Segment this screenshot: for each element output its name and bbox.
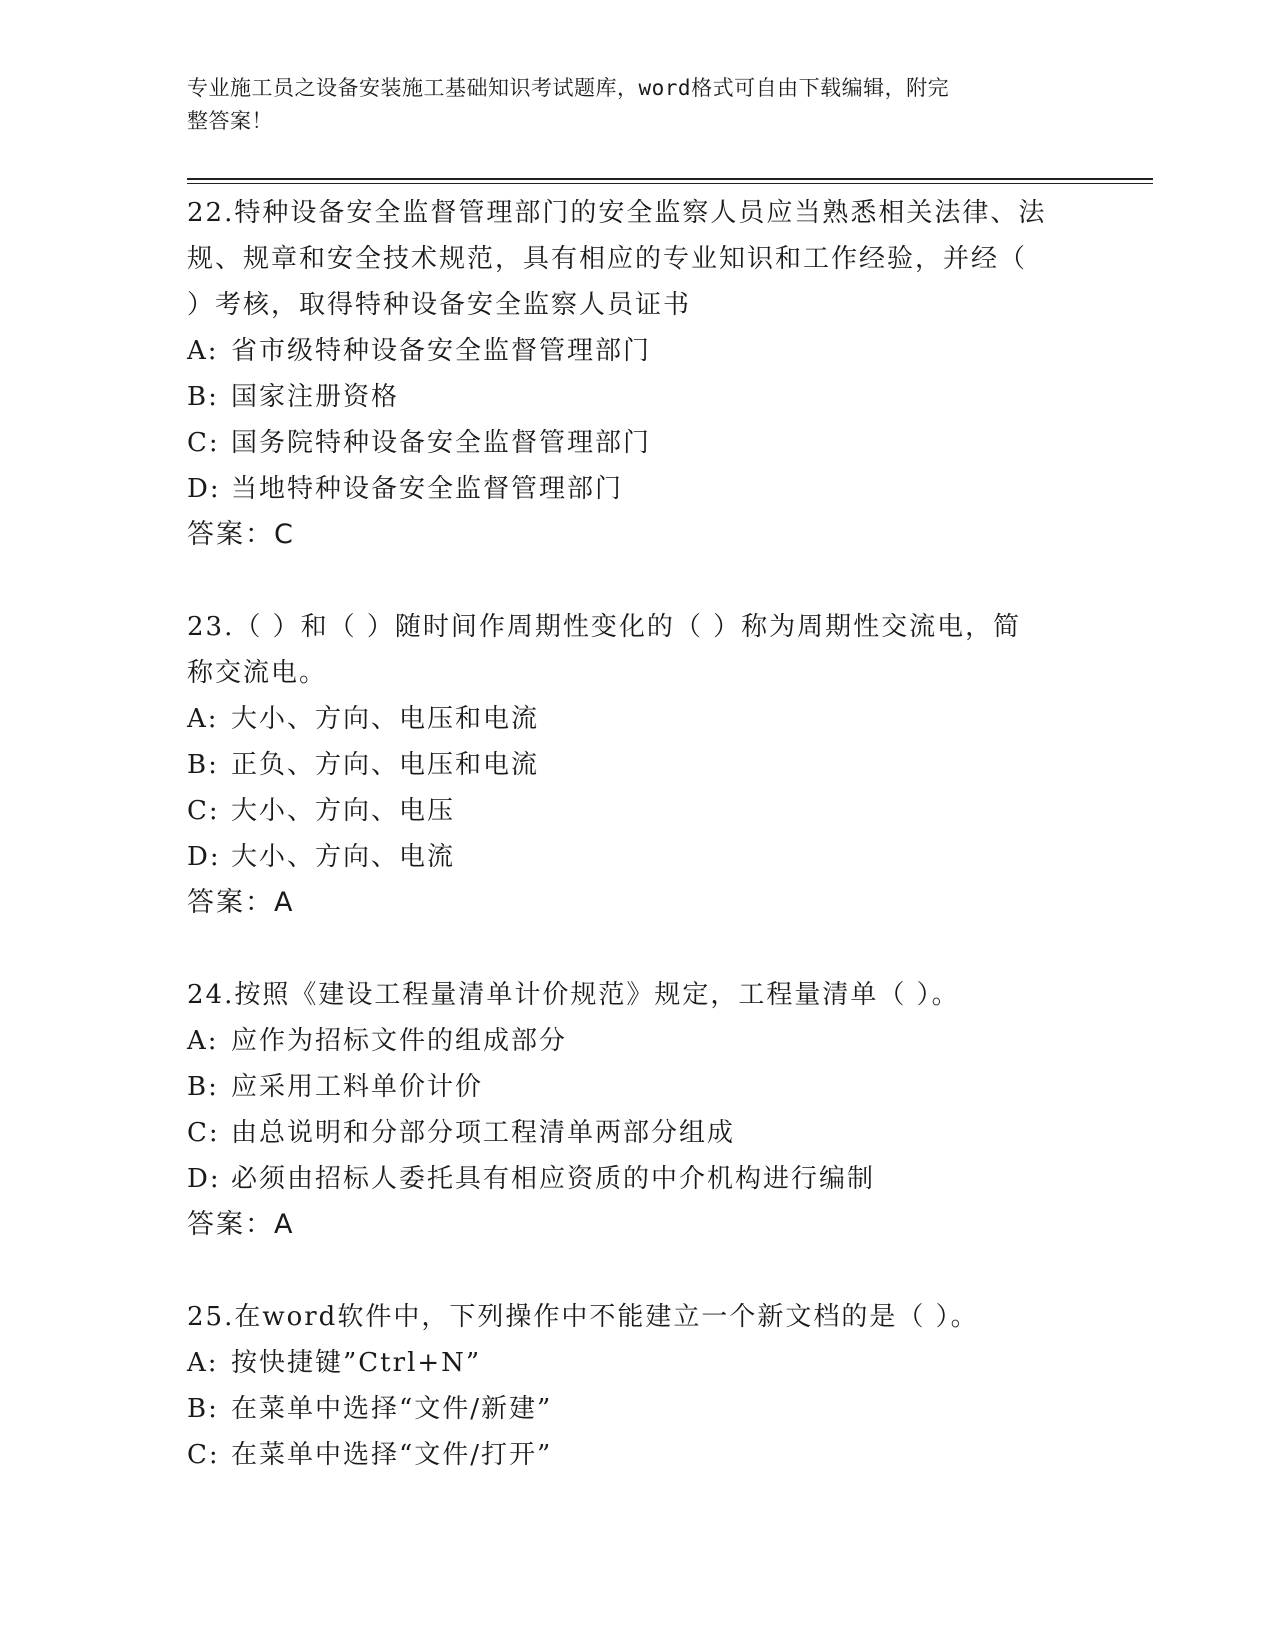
header-divider-thick [187, 178, 1153, 180]
option-text: 应作为招标文件的组成部分 [231, 1026, 568, 1056]
question-25 [187, 1294, 1087, 1478]
option-a [187, 696, 1087, 742]
option-key: C: [187, 796, 220, 826]
option-text: 国务院特种设备安全监督管理部门 [231, 428, 652, 458]
option-key: A: [187, 704, 219, 734]
option-a [187, 328, 1087, 374]
question-stem-line: 称交流电。 [187, 658, 328, 688]
question-24 [187, 972, 1087, 1248]
option-text: 省市级特种设备安全监督管理部门 [231, 336, 652, 366]
option-text: 大小、方向、电压和电流 [231, 704, 540, 734]
option-key: C: [187, 428, 220, 458]
question-stem-line: 23.（ ）和（ ）随时间作周期性变化的（ ）称为周期性交流电，简 [187, 612, 1022, 642]
option-a [187, 1340, 1087, 1386]
answer-line: 答案：A [187, 887, 295, 918]
question-stem-line: 24.按照《建设工程量清单计价规范》规定，工程量清单（ ）。 [187, 980, 960, 1010]
option-b [187, 1064, 1087, 1110]
option-d [187, 466, 1087, 512]
option-text: 正负、方向、电压和电流 [231, 750, 540, 780]
option-key: B: [187, 750, 219, 780]
question-list [187, 190, 1087, 1478]
document-header [187, 72, 1087, 138]
option-b [187, 374, 1087, 420]
header-title-line-2: 整答案！ [187, 109, 273, 133]
option-key: D: [187, 474, 221, 504]
question-stem-line: 25.在word软件中，下列操作中不能建立一个新文档的是（ ）。 [187, 1302, 979, 1332]
option-text: 按快捷键”Ctrl+N” [231, 1348, 482, 1378]
option-key: B: [187, 1394, 219, 1424]
option-d [187, 834, 1087, 880]
option-c [187, 1110, 1087, 1156]
question-stem-line: 22.特种设备安全监督管理部门的安全监察人员应当熟悉相关法律、法 [187, 198, 1047, 228]
option-a [187, 1018, 1087, 1064]
header-divider-thin [187, 183, 1153, 184]
option-text: 在菜单中选择“文件/打开” [231, 1440, 553, 1470]
option-text: 国家注册资格 [231, 382, 400, 412]
option-c [187, 1432, 1087, 1478]
option-d [187, 1156, 1087, 1202]
option-key: C: [187, 1118, 220, 1148]
question-23 [187, 604, 1087, 926]
option-text: 当地特种设备安全监督管理部门 [231, 474, 624, 504]
question-22 [187, 190, 1087, 558]
option-text: 必须由招标人委托具有相应资质的中介机构进行编制 [231, 1164, 876, 1194]
option-c [187, 788, 1087, 834]
option-text: 大小、方向、电压 [231, 796, 456, 826]
option-key: B: [187, 1072, 219, 1102]
option-key: C: [187, 1440, 220, 1470]
option-key: D: [187, 1164, 221, 1194]
header-title-line-1: 专业施工员之设备安装施工基础知识考试题库，word格式可自由下载编辑，附完 [187, 76, 950, 100]
option-b [187, 742, 1087, 788]
answer-line: 答案：A [187, 1209, 295, 1240]
option-text: 在菜单中选择“文件/新建” [231, 1394, 553, 1424]
option-key: D: [187, 842, 221, 872]
option-c [187, 420, 1087, 466]
option-b [187, 1386, 1087, 1432]
question-stem-line: 规、规章和安全技术规范，具有相应的专业知识和工作经验，并经（ [187, 244, 1028, 274]
option-text: 大小、方向、电流 [231, 842, 456, 872]
answer-line: 答案：C [187, 519, 295, 550]
option-key: A: [187, 1348, 219, 1378]
option-key: A: [187, 1026, 219, 1056]
option-text: 应采用工料单价计价 [231, 1072, 484, 1102]
option-key: B: [187, 382, 219, 412]
option-key: A: [187, 336, 219, 366]
option-text: 由总说明和分部分项工程清单两部分组成 [231, 1118, 736, 1148]
question-stem-line: ）考核，取得特种设备安全监察人员证书 [187, 290, 692, 320]
